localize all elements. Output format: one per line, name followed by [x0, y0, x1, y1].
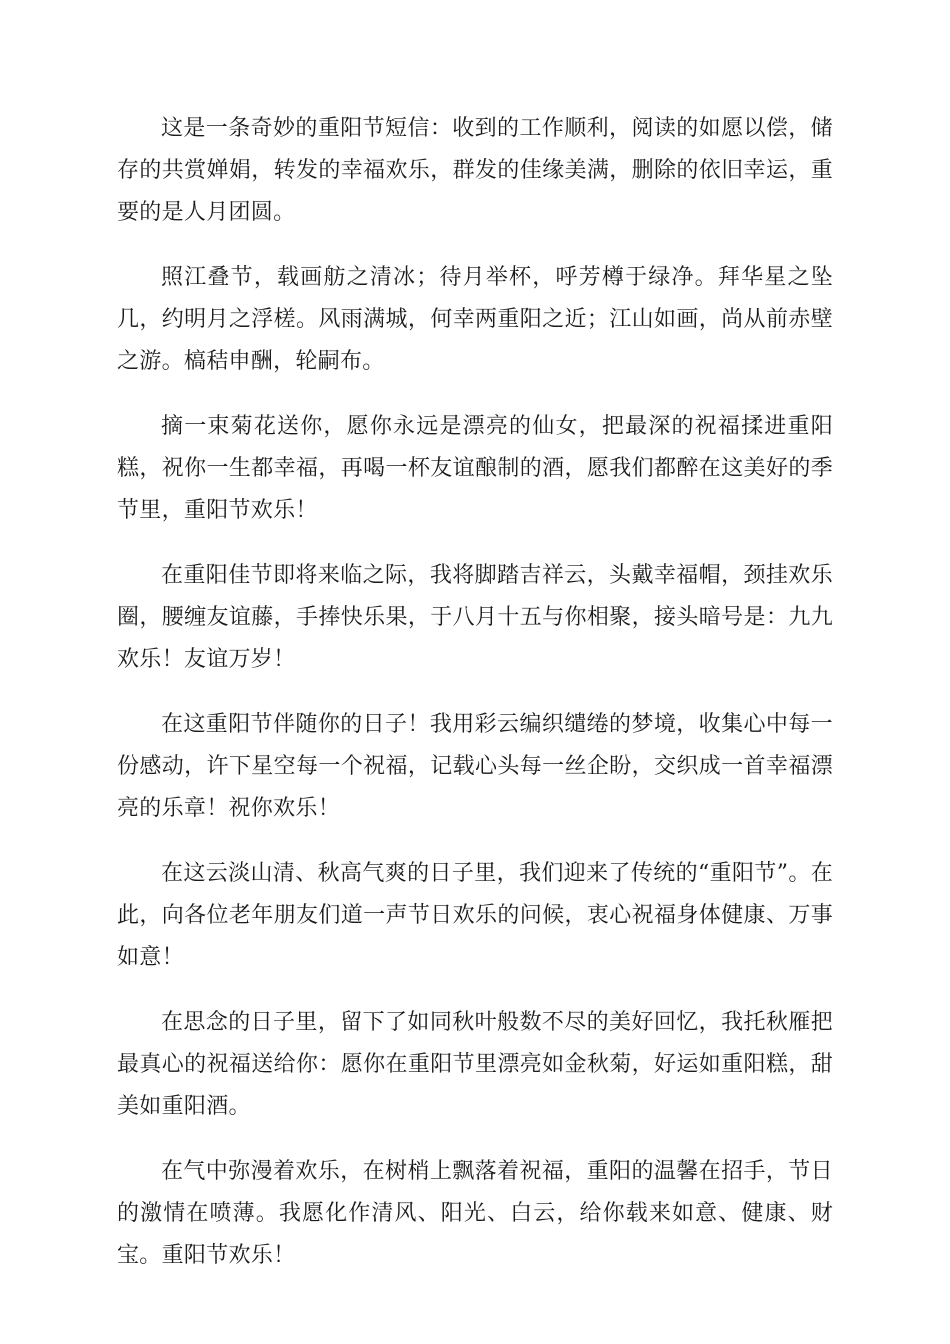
paragraph-3: 摘一束菊花送你，愿你永远是漂亮的仙女，把最深的祝福揉进重阳糕，祝你一生都幸福，再喝一杯友谊酿制的酒，愿我们都醉在这美好的季节里，重阳节欢乐！: [117, 414, 833, 523]
document-body: [117, 108, 833, 1300]
paragraph-6: 在这云淡山清、秋高气爽的日子里，我们迎来了传统的“重阳节”。在此，向各位老年朋友们道一声节日欢乐的问候，衷心祝福身体健康、万事如意！: [117, 861, 833, 970]
paragraph-4: 在重阳佳节即将来临之际，我将脚踏吉祥云，头戴幸福帽，颈挂欢乐圈，腰缠友谊藤，手捧快乐果，于八月十五与你相聚，接头暗号是：九九欢乐！友谊万岁！: [117, 563, 833, 672]
paragraph-2: 照江叠节，载画舫之清冰；待月举杯，呼芳樽于绿净。拜华星之坠几，约明月之浮槎。风雨满城，何幸两重阳之近；江山如画，尚从前赤壁之游。槁秸申酬，轮嗣布。: [117, 265, 833, 374]
paragraph-5: 在这重阳节伴随你的日子！我用彩云编织缱绻的梦境，收集心中每一份感动，许下星空每一个祝福，记载心头每一丝企盼，交织成一首幸福漂亮的乐章！祝你欢乐！: [117, 712, 833, 821]
paragraph-8: 在气中弥漫着欢乐，在树梢上飘落着祝福，重阳的温馨在招手，节日的激情在喷薄。我愿化作清风、阳光、白云，给你载来如意、健康、财宝。重阳节欢乐！: [117, 1159, 833, 1268]
paragraph-1: 这是一条奇妙的重阳节短信：收到的工作顺利，阅读的如愿以偿，储存的共赏婵娟，转发的幸福欢乐，群发的佳缘美满，删除的依旧幸运，重要的是人月团圆。: [117, 116, 833, 225]
paragraph-7: 在思念的日子里，留下了如同秋叶般数不尽的美好回忆，我托秋雁把最真心的祝福送给你：愿你在重阳节里漂亮如金秋菊，好运如重阳糕，甜美如重阳酒。: [117, 1010, 833, 1119]
